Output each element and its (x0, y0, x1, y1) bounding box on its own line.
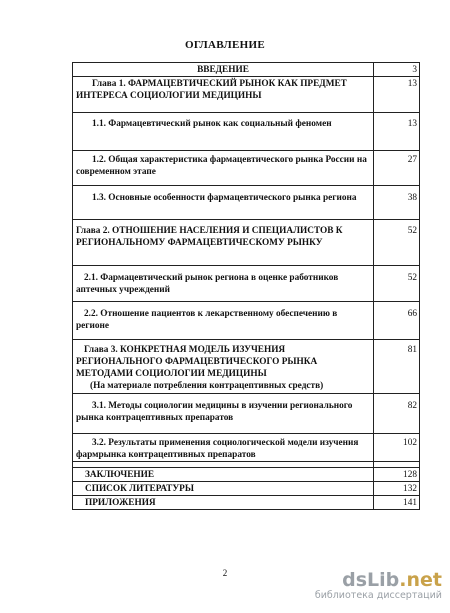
toc-row (73, 394, 420, 434)
toc-entry-title: ВВЕДЕНИЕ (73, 63, 374, 77)
toc-entry-title: 1.1. Фармацевтический рынок как социальный феномен (73, 113, 374, 151)
toc-entry-title: 3.1. Методы социологии медицины в изучении регионального рынка контрацептивных препаратов (73, 394, 374, 434)
toc-page-number: 3 (374, 63, 420, 77)
toc-page-number: 132 (374, 482, 420, 496)
page-title: ОГЛАВЛЕНИЕ (185, 39, 265, 51)
toc-page-number: 52 (374, 220, 420, 266)
toc-row (73, 186, 420, 220)
toc-row (73, 151, 420, 186)
toc-row (73, 482, 420, 496)
toc-page-number: 82 (374, 394, 420, 434)
toc-row (73, 302, 420, 340)
toc-entry-title: 2.2. Отношение пациентов к лекарственному обеспечению в регионе (73, 302, 374, 340)
table-of-contents (72, 62, 420, 510)
toc-row (73, 340, 420, 394)
watermark-logo: dsLib.net (342, 569, 442, 591)
watermark (315, 570, 442, 602)
watermark-subtitle: библиотека диссертаций (314, 590, 442, 601)
toc-entry-title: Глава 1. ФАРМАЦЕВТИЧЕСКИЙ РЫНОК КАК ПРЕДМЕТ ИНТЕРЕСА СОЦИОЛОГИИ МЕДИЦИНЫ (73, 77, 374, 113)
toc-page-number: 38 (374, 186, 420, 220)
toc-page-number: 52 (374, 266, 420, 302)
page-number: 2 (222, 568, 228, 578)
toc-page-number: 13 (374, 77, 420, 113)
toc-row (73, 113, 420, 151)
toc-entry-title: СПИСОК ЛИТЕРАТУРЫ (73, 482, 374, 496)
toc-entry-title: ПРИЛОЖЕНИЯ (73, 496, 374, 510)
toc-entry-heading: Глава 3. КОНКРЕТНАЯ МОДЕЛЬ ИЗУЧЕНИЯ РЕГИОНАЛЬНОГО ФАРМАЦЕВТИЧЕСКОГО РЫНКА МЕТОДАМИ СОЦИОЛОГИИ МЕДИЦИНЫ (76, 345, 318, 379)
toc-entry-title: 2.1. Фармацевтический рынок региона в оценке работников аптечных учреждений (73, 266, 374, 302)
toc-entry-title: 3.2. Результаты применения социологической модели изучения фармрынка контрацептивных препаратов (73, 434, 374, 462)
toc-row (73, 220, 420, 266)
toc-page-number: 141 (374, 496, 420, 510)
toc-entry-title: ЗАКЛЮЧЕНИЕ (73, 468, 374, 482)
toc-row (73, 468, 420, 482)
toc-entry-title (73, 340, 374, 394)
toc-page-number: 27 (374, 151, 420, 186)
toc-page-number: 66 (374, 302, 420, 340)
toc-row (73, 266, 420, 302)
toc-row (73, 63, 420, 77)
toc-page-number: 128 (374, 468, 420, 482)
toc-entry-title: 1.3. Основные особенности фармацевтического рынка региона (73, 186, 374, 220)
toc-page-number: 81 (374, 340, 420, 394)
toc-row (73, 434, 420, 462)
toc-row (73, 496, 420, 510)
toc-page-number: 13 (374, 113, 420, 151)
toc-entry-title: Глава 2. ОТНОШЕНИЕ НАСЕЛЕНИЯ И СПЕЦИАЛИСТОВ К РЕГИОНАЛЬНОМУ ФАРМАЦЕВТИЧЕСКОМУ РЫНКУ (73, 220, 374, 266)
toc-row (73, 77, 420, 113)
toc-entry-title: 1.2. Общая характеристика фармацевтического рынка России на современном этапе (73, 151, 374, 186)
toc-entry-note: (На материале потребления контрацептивных средств) (90, 381, 324, 391)
toc-page-number: 102 (374, 434, 420, 462)
